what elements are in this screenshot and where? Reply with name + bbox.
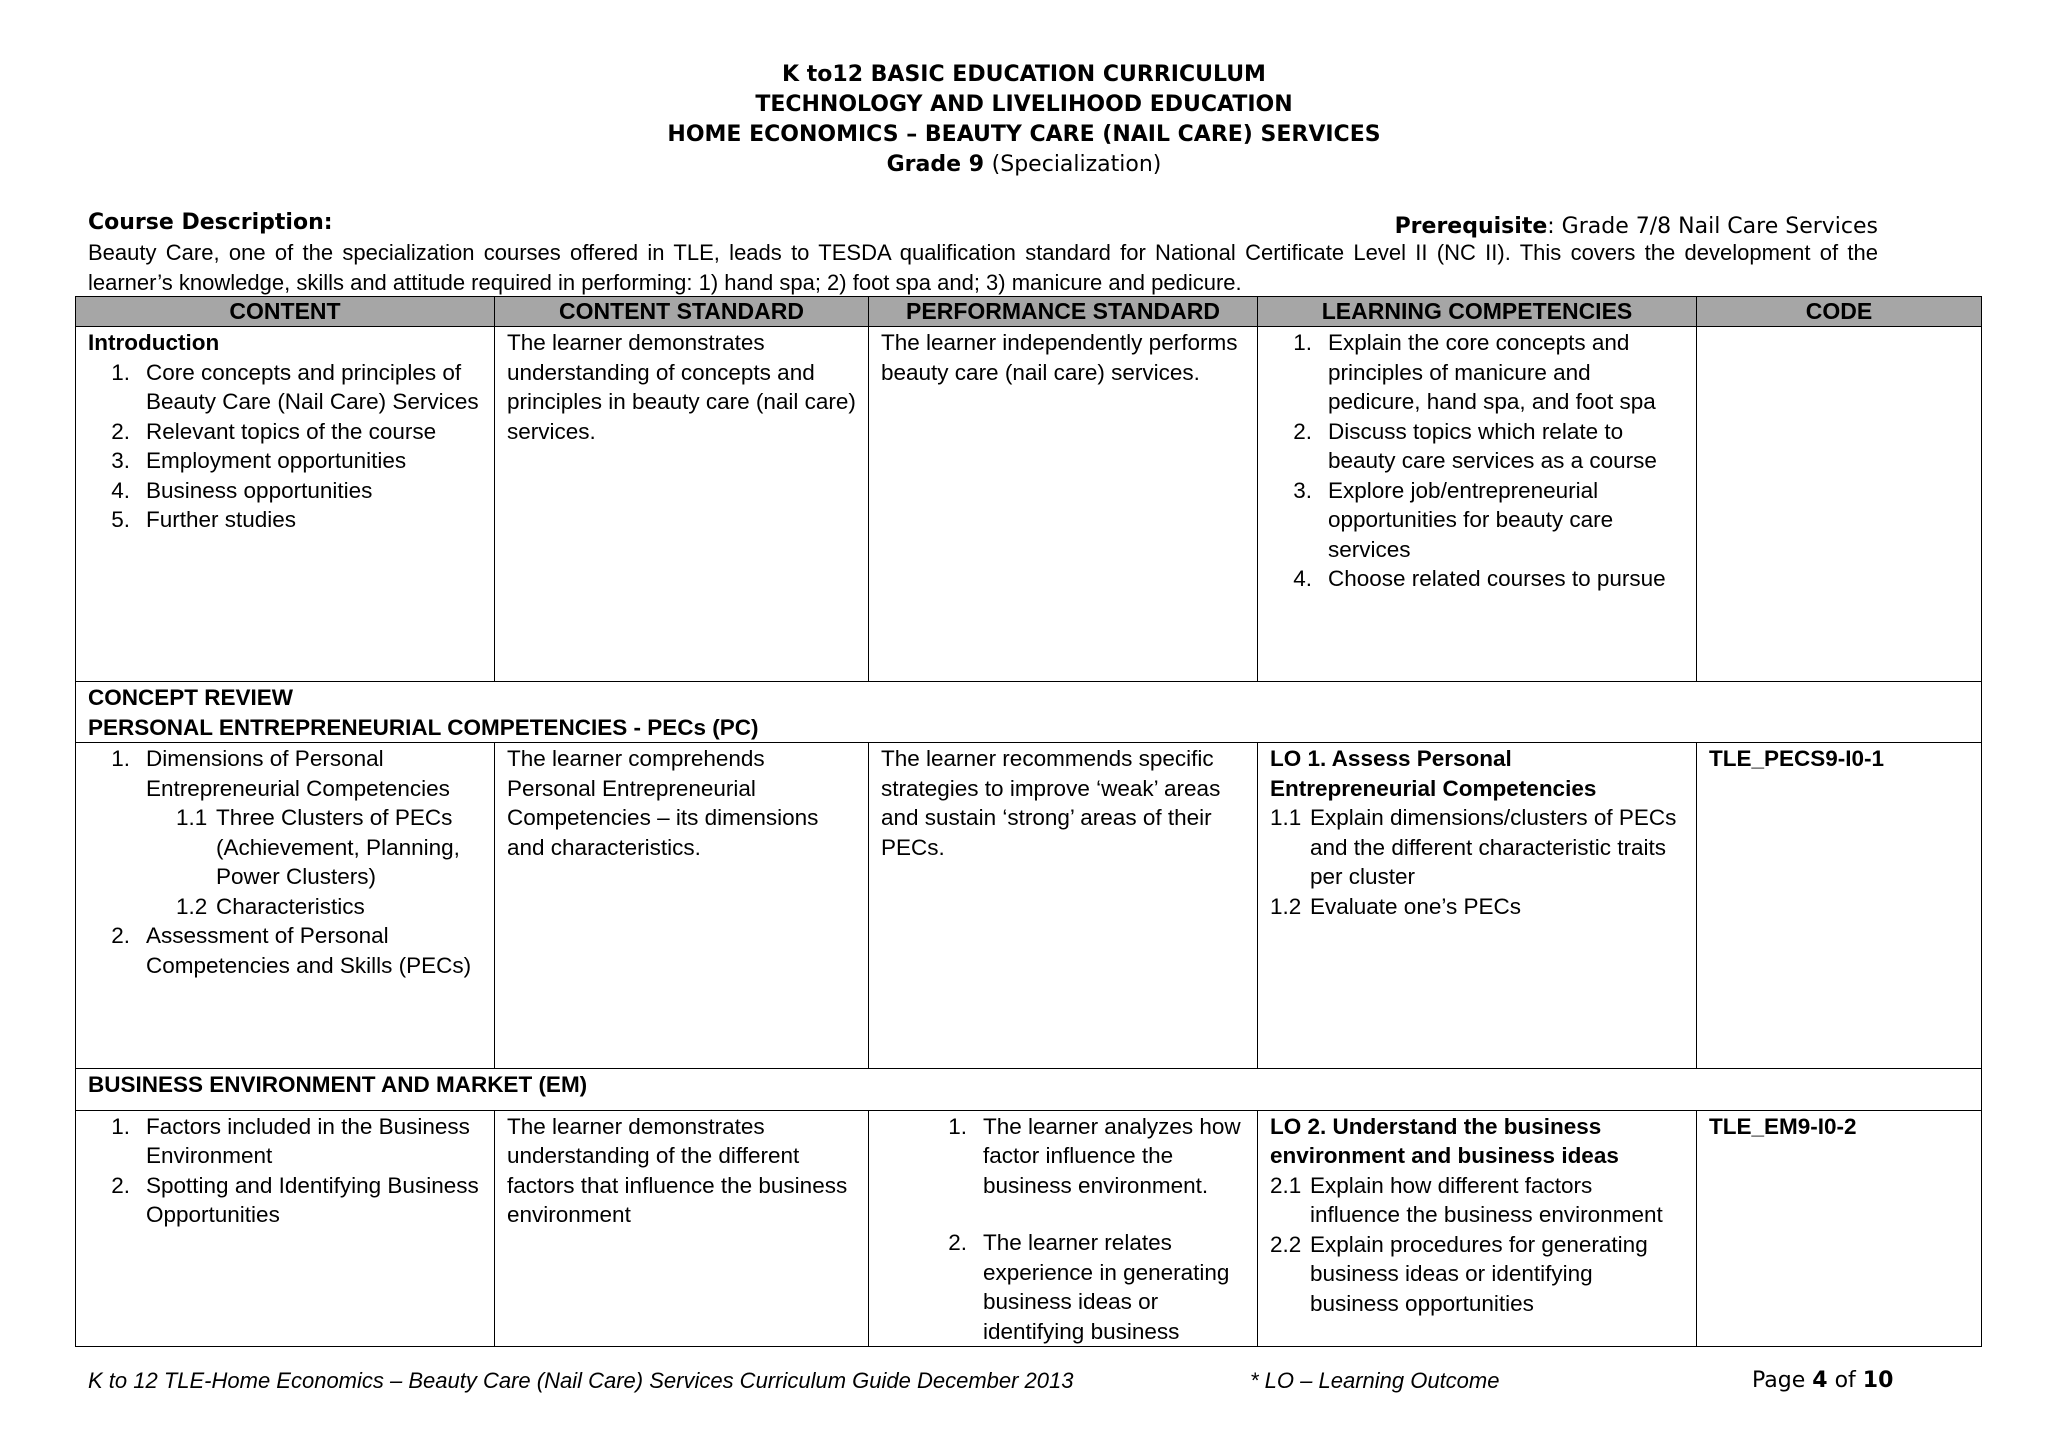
table-row-pecs: [76, 743, 1982, 1069]
header-grade-note: (Specialization): [991, 152, 1162, 177]
prerequisite: [1395, 212, 1878, 242]
pecs-lo-item: 1.1 Explain dimensions/clusters of PECs and the different characteristic traits per cluster: [1270, 805, 1677, 889]
header-content-standard: CONTENT STANDARD: [495, 297, 869, 327]
document-header: [0, 60, 2048, 180]
em-code: TLE_EM9-I0-2: [1697, 1110, 1982, 1347]
intro-competencies-list: [1270, 328, 1684, 594]
em-content-standard: The learner demonstrates understanding of the different factors that influence the business environment: [495, 1110, 869, 1347]
list-item: 2. Relevant topics of the course: [111, 418, 437, 444]
intro-content-standard: The learner demonstrates understanding of concepts and principles in beauty care (nail care) services.: [495, 327, 869, 682]
header-grade: Grade 9: [886, 152, 984, 177]
pecs-content-list: [88, 744, 482, 803]
header-content: CONTENT: [76, 297, 495, 327]
pecs-sub-item: 1.1 Three Clusters of PECs (Achievement, Planning, Power Clusters): [176, 805, 460, 889]
section-pecs-line1: CONCEPT REVIEW: [88, 685, 294, 710]
intro-competencies-cell: [1258, 327, 1697, 682]
course-description: [88, 208, 1878, 298]
table-row-introduction: [76, 327, 1982, 682]
em-content-cell: [76, 1110, 495, 1347]
list-item: 1. Dimensions of Personal Entrepreneurial Competencies: [111, 746, 450, 801]
list-spacer: [925, 1200, 1245, 1228]
pecs-performance-standard: The learner recommends specific strategies to improve ‘weak’ areas and sustain ‘strong’ areas of their PECs.: [869, 743, 1258, 1069]
em-content-list: [88, 1112, 482, 1230]
section-pecs-line2: PERSONAL ENTREPRENEURIAL COMPETENCIES - PECs (PC): [88, 714, 759, 740]
section-row-pecs: [76, 682, 1982, 743]
prerequisite-label: Prerequisite: [1394, 214, 1548, 239]
list-item: 5. Further studies: [111, 507, 297, 532]
prerequisite-value: : Grade 7/8 Nail Care Services: [1547, 214, 1878, 239]
section-row-em: [76, 1069, 1982, 1111]
intro-title: Introduction: [88, 330, 220, 355]
footer-page-number: Page 4 of 10: [1752, 1368, 1894, 1393]
header-learning-competencies: LEARNING COMPETENCIES: [1258, 297, 1697, 327]
list-item: 4. Business opportunities: [111, 477, 373, 503]
header-performance-standard: PERFORMANCE STANDARD: [869, 297, 1258, 327]
list-item: 1. Explain the core concepts and principles of manicure and pedicure, hand spa, and foot spa: [1293, 330, 1656, 414]
header-code: CODE: [1697, 297, 1982, 327]
pecs-code: TLE_PECS9-I0-1: [1697, 743, 1982, 1069]
curriculum-table: [75, 296, 1982, 1347]
intro-performance-standard: The learner independently performs beauty care (nail care) services.: [869, 327, 1258, 682]
header-title-line2: TECHNOLOGY AND LIVELIHOOD EDUCATION: [755, 92, 1293, 117]
section-em-heading: [76, 1069, 1982, 1111]
section-em-line1: BUSINESS ENVIRONMENT AND MARKET (EM): [88, 1072, 588, 1097]
pecs-competencies-cell: [1258, 743, 1697, 1069]
em-lo-title: LO 2. Understand the business environment and business ideas: [1270, 1113, 1619, 1168]
intro-code: [1697, 327, 1982, 682]
table-header-row: [76, 297, 1982, 327]
total-pages: 10: [1862, 1368, 1894, 1393]
list-item: 2. Discuss topics which relate to beauty care services as a course: [1293, 418, 1657, 473]
table-row-em: [76, 1110, 1982, 1347]
section-pecs-heading: [76, 682, 1982, 743]
list-item: 3. Explore job/entrepreneurial opportunities for beauty care services: [1293, 477, 1614, 562]
list-item: 1. Factors included in the Business Environment: [111, 1113, 470, 1168]
em-lo-item: 2.1 Explain how different factors influence the business environment: [1270, 1172, 1663, 1227]
current-page: 4: [1812, 1368, 1828, 1393]
pecs-sub-item: 1.2 Characteristics: [176, 893, 365, 919]
pecs-content-list-2: [88, 921, 482, 980]
intro-content-list: [88, 358, 482, 535]
list-item: 1. The learner analyzes how factor influence the business environment.: [948, 1113, 1241, 1198]
em-competencies-cell: [1258, 1110, 1697, 1347]
footer-lo-note: * LO – Learning Outcome: [1250, 1368, 1500, 1393]
pecs-lo-item: 1.2 Evaluate one’s PECs: [1270, 893, 1521, 919]
em-performance-list: [925, 1112, 1245, 1347]
course-description-label: Course Description:: [88, 210, 333, 235]
pecs-content-cell: [76, 743, 495, 1069]
list-item: 1. Core concepts and principles of Beauty Care (Nail Care) Services: [111, 359, 479, 414]
list-item: 4. Choose related courses to pursue: [1293, 566, 1666, 591]
footer-guide-title: K to 12 TLE-Home Economics – Beauty Care (Nail Care) Services Curriculum Guide December 2013: [88, 1368, 1074, 1393]
em-performance-cell: [869, 1110, 1258, 1347]
em-lo-item: 2.2 Explain procedures for generating business ideas or identifying business opportunities: [1270, 1231, 1648, 1316]
list-item: 2. Spotting and Identifying Business Opportunities: [111, 1172, 479, 1227]
list-item: 2. The learner relates experience in generating business ideas or identifying business: [948, 1230, 1230, 1344]
list-item: 3. Employment opportunities: [111, 448, 407, 473]
header-title-line3: HOME ECONOMICS – BEAUTY CARE (NAIL CARE) SERVICES: [667, 122, 1381, 147]
header-grade-line: [0, 150, 2048, 180]
course-description-text: Beauty Care, one of the specialization courses offered in TLE, leads to TESDA qualification standard for National Certificate Level II (NC II). This covers the development of the learner’s knowledge, skills and attitude required in performing: 1) hand spa; 2) foot spa and; 3) manicure and pedicure.: [88, 240, 1878, 295]
pecs-lo-title: LO 1. Assess Personal Entrepreneurial Competencies: [1270, 746, 1597, 801]
list-item: 2. Assessment of Personal Competencies and Skills (PECs): [111, 923, 472, 978]
pecs-content-standard: The learner comprehends Personal Entrepreneurial Competencies – its dimensions and characteristics.: [495, 743, 869, 1069]
header-title-line1: K to12 BASIC EDUCATION CURRICULUM: [782, 62, 1266, 87]
intro-content-cell: [76, 327, 495, 682]
